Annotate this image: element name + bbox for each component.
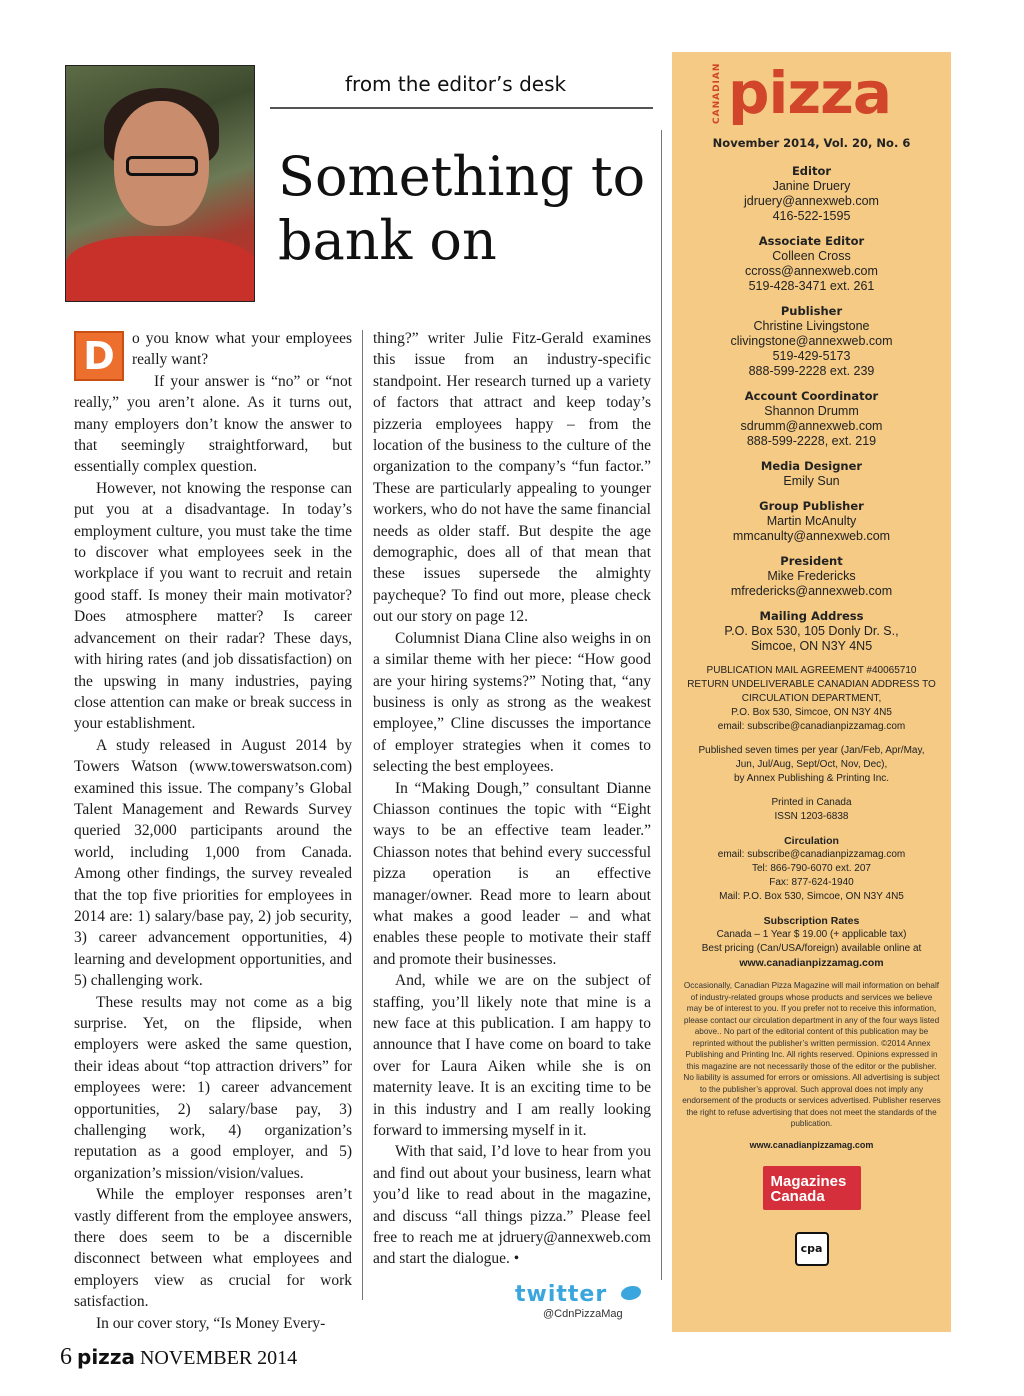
staff-detail: ccross@annexweb.com: [745, 264, 878, 278]
section-label: from the editor’s desk: [345, 72, 567, 96]
staff-role: Media Designer: [760, 459, 863, 473]
paragraph: D o you know what your employees really want?: [74, 328, 352, 371]
page-footer: [60, 1344, 297, 1371]
staff-role: Account Coordinator: [744, 389, 879, 403]
paragraph: A study released in August 2014 by Towers Watson (www.towerswatson.com) examined this issue. The company’s Global Talent Management and Rewards Survey queried 32,000 participants around the world, including 1,000 from Canada. Among other findings, the survey revealed that the top five priorities for employees in 2014 are: 1) salary/base pay, 2) job security, 3) career advancement opportunities, 4) learning and development opportunities, and 5) challenging work.: [74, 736, 352, 990]
staff-detail: Colleen Cross: [772, 249, 851, 263]
drop-cap: D: [74, 331, 124, 381]
header-rule: [270, 107, 653, 109]
subscription-info: Subscription Rates Canada – 1 Year $ 19.00 (+ applicable tax) Best pricing (Can/USA/foreign) available online at www.canadianpizzamag.com: [701, 915, 922, 969]
staff-detail: 519-428-3471 ext. 261: [748, 279, 875, 293]
magazines-canada-logo: Magazines Canada: [763, 1166, 861, 1210]
staff-detail: 888-599-2228, ext. 219: [746, 434, 877, 448]
staff-detail: Christine Livingstone: [753, 319, 870, 333]
footer-date: NOVEMBER 2014: [139, 1347, 298, 1369]
twitter-bird-icon: [621, 1286, 641, 1300]
staff-list: [672, 164, 951, 654]
staff-detail: 416-522-1595: [772, 209, 851, 223]
twitter-logo: twitter: [515, 1282, 608, 1307]
footer-magazine: pizza: [77, 1345, 135, 1369]
staff-entry: [672, 609, 951, 654]
staff-detail: clivingstone@annexweb.com: [730, 334, 893, 348]
page-number: 6: [60, 1344, 72, 1370]
paragraph: While the employer responses aren’t vastly different from the employee answers, there does seem to be a discernible disconnect between what employees and employers view as crucial for work satisfaction.: [74, 1186, 352, 1311]
staff-entry: [672, 164, 951, 224]
staff-entry: [672, 389, 951, 449]
column-divider: [661, 130, 662, 1280]
editor-photo: [65, 65, 255, 302]
mail-agreement: PUBLICATION MAIL AGREEMENT #40065710 RETURN UNDELIVERABLE CANADIAN ADDRESS TO CIRCULATION DEPARTMENT, P.O. Box 530, Simcoe, ON N3Y 4N5 email: subscribe@canadianpizzamag.com: [687, 665, 936, 732]
staff-detail: Shannon Drumm: [764, 404, 859, 418]
staff-role: Mailing Address: [759, 609, 864, 623]
staff-detail: 519-429-5173: [772, 349, 851, 363]
disclaimer: Occasionally, Canadian Pizza Magazine will mail information on behalf of industry-related groups whose products and services we believe may be of interest to you. If you prefer not to receive this information, please contact our circulation department in any of the four ways listed above.. No part of the editorial content of this publication may be reprinted without the publisher’s written permission. ©2014 Annex Publishing and Printing Inc. All rights reserved. Opinions expressed in this magazine are not necessarily those of the editor or the publisher. No liability is assumed for errors or omissions. All advertising is subject to the publisher’s approval. Such approval does not imply any endorsement of the products or services advertised. Publisher reserves the right to refuse advertising that does not meet the standards of the publication.: [682, 981, 941, 1128]
staff-detail: Martin McAnulty: [766, 514, 857, 528]
publishing-info: Published seven times per year (Jan/Feb, Apr/May, Jun, Jul/Aug, Sept/Oct, Nov, Dec), by Annex Publishing & Printing Inc.: [698, 745, 925, 784]
pizza-logo: CANADIAN pizza: [712, 59, 892, 127]
staff-detail: 888-599-2228 ext. 239: [748, 364, 875, 378]
article-column-1: [74, 328, 352, 1334]
staff-detail: Emily Sun: [783, 474, 840, 488]
staff-detail: Simcoe, ON N3Y 4N5: [750, 639, 873, 653]
article-column-2: [373, 328, 651, 1270]
paragraph: In our cover story, “Is Money Every-: [96, 1314, 326, 1332]
issue-info: November 2014, Vol. 20, No. 6: [712, 136, 911, 150]
staff-role: Group Publisher: [759, 499, 864, 513]
paragraph: And, while we are on the subject of staffing, you’ll likely note that mine is a new face at this publication. I am happy to announce that I have come on board to take over for Laura Aiken while she is on maternity leave. It is an exciting time to be in this industry and I am really looking forward to immersing myself in it.: [373, 972, 651, 1140]
staff-role: Editor: [791, 164, 832, 178]
staff-detail: Mike Fredericks: [767, 569, 856, 583]
staff-entry: [672, 234, 951, 294]
staff-detail: mfredericks@annexweb.com: [730, 584, 893, 598]
paragraph: With that said, I’d love to hear from you and find out about your business, learn what you’d like to read about in the magazine, and discuss “all things pizza.” Please feel free to reach me at jdruery@annexweb.com and start the dialogue. •: [373, 1143, 651, 1268]
paragraph: However, not knowing the response can put you at a disadvantage. In today’s employment culture, you must take the time to discover what employees seek in the workplace if you want to recruit and retain good staff. Is money their main motivator? Does atmosphere matter? Is career advancement on their radar? These days, with hiring rates (and job dissatisfaction) on the upswing in many industries, paying close attention can make or break success in your establishment.: [74, 479, 352, 733]
staff-detail: mmcanulty@annexweb.com: [732, 529, 891, 543]
website-link[interactable]: www.canadianpizzamag.com: [749, 1139, 874, 1150]
paragraph: These results may not come as a big surprise. Yet, on the flipside, when employers were asked the same question, their ideas about “top attraction drivers” for employees were: 1) career advancement opportunities, 2) salary/base pay, 3) challenging work, 4) organization’s reputation as a good employer, and 5) organization’s mission/vision/values.: [74, 993, 352, 1182]
masthead-sidebar: [672, 52, 951, 1332]
paragraph: thing?” writer Julie Fitz-Gerald examines this issue from an industry-specific standpoint. Her research turned up a variety of factors that attract and keep today’s pizzeria employees happy – from the location of the business to the culture of the organization to the company’s “fun factor.” These are particularly appealing to younger workers, who do not have the same financial needs as older staff. But despite the age demographic, does all of that mean that these issues supersede the almighty paycheque? To find out more, please check out our story on page 12.: [373, 330, 651, 626]
staff-detail: Janine Druery: [772, 179, 851, 193]
staff-entry: [672, 459, 951, 489]
staff-role: Publisher: [780, 304, 843, 318]
staff-entry: [672, 304, 951, 379]
paragraph: If your answer is “no” or “not really,” you aren’t alone. As it turns out, many employers don’t know the answer to that seemingly straightforward, but essentially complex question.: [74, 372, 352, 476]
column-divider: [362, 330, 363, 1300]
staff-role: Associate Editor: [758, 234, 865, 248]
circulation-info: Circulation email: subscribe@canadianpizzamag.com Tel: 866-790-6070 ext. 207 Fax: 877-624-1940 Mail: P.O. Box 530, Simcoe, ON N3Y 4N5: [717, 835, 906, 902]
staff-detail: P.O. Box 530, 105 Donly Dr. S.,: [724, 624, 899, 638]
staff-detail: jdruery@annexweb.com: [744, 194, 879, 208]
paragraph: Columnist Diana Cline also weighs in on a similar theme with her piece: “How good are your hiring systems?” Noting that, “any business is only as strong as the weakest employee,” Cline discusses the importance of employer strategies when it comes to selecting the best employees.: [373, 629, 651, 776]
staff-entry: [672, 499, 951, 544]
twitter-handle[interactable]: @CdnPizzaMag: [543, 1308, 623, 1320]
staff-role: President: [780, 554, 843, 568]
twitter-badge[interactable]: [515, 1282, 623, 1320]
printed-info: Printed in Canada ISSN 1203-6838: [771, 797, 852, 822]
page-title: Something to bank on: [278, 145, 646, 272]
staff-entry: [672, 554, 951, 599]
cpa-logo: cpa: [795, 1232, 829, 1266]
staff-detail: sdrumm@annexweb.com: [740, 419, 883, 433]
paragraph: In “Making Dough,” consultant Dianne Chiasson continues the topic with “Eight ways to be an effective team leader.” Chiasson notes that behind every successful pizza operation is an effective manager/owner. Read more to learn about what makes a good leader – and what enables these people to motivate their staff and promote their businesses.: [373, 779, 651, 968]
